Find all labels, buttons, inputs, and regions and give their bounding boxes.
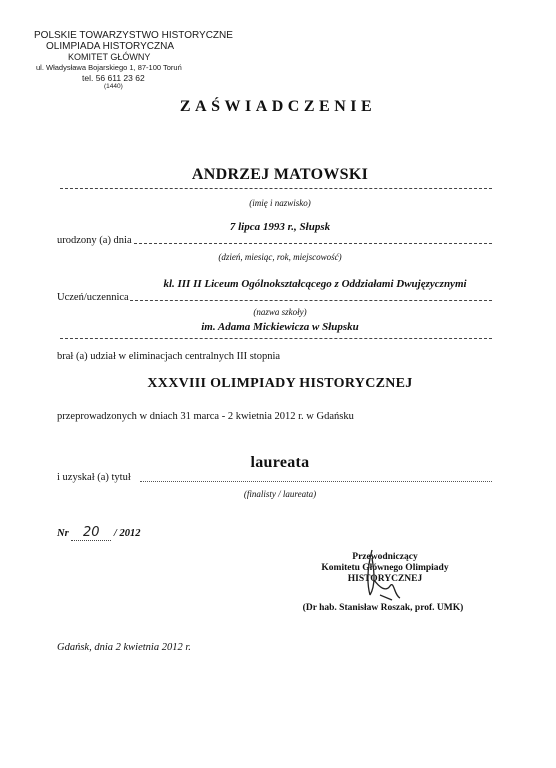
dates-text: przeprowadzonych w dniach 31 marca - 2 kwietnia 2012 r. w Gdańsku <box>57 411 354 422</box>
document-title: ZAŚWIADCZENIE <box>179 98 377 115</box>
birth-label: urodzony (a) dnia <box>57 235 132 246</box>
number-prefix: Nr <box>57 528 69 539</box>
participation-text: brał (a) udział w eliminacjach centralnych III stopnia <box>57 351 281 362</box>
name-line <box>60 188 492 189</box>
stamp-code: (1440) <box>104 83 123 90</box>
handwritten-signature <box>350 540 410 610</box>
person-name: ANDRZEJ MATOWSKI <box>191 166 369 183</box>
number-value: 20 <box>71 525 111 541</box>
signature-title-2: Komitetu Głównego Olimpiady <box>321 563 449 573</box>
stamp-olympiad: OLIMPIADA HISTORYCZNA <box>46 41 174 52</box>
name-hint: (imię i nazwisko) <box>249 198 311 208</box>
award-line <box>140 481 492 482</box>
signatory-name: (Dr hab. Stanisław Roszak, prof. UMK) <box>302 603 464 613</box>
school-patron: im. Adama Mickiewicza w Słupsku <box>201 321 359 333</box>
stamp-phone: tel. 56 611 23 62 <box>82 73 145 83</box>
birth-line <box>134 243 492 244</box>
stamp-committee: KOMITET GŁÓWNY <box>68 52 151 62</box>
school-line <box>130 300 492 301</box>
birth-value: 7 lipca 1993 r., Słupsk <box>229 221 331 233</box>
award-hint: (finalisty / laureata) <box>243 489 317 499</box>
olympiad-name: XXXVIII OLIMPIADY HISTORYCZNEJ <box>147 376 413 391</box>
award-label: i uzyskał (a) tytuł <box>57 472 131 483</box>
stamp-address: ul. Władysława Bojarskiego 1, 87-100 Toruń <box>36 63 182 72</box>
place-date: Gdańsk, dnia 2 kwietnia 2012 r. <box>57 642 191 653</box>
school-patron-line <box>60 338 492 339</box>
student-label: Uczeń/uczennica <box>57 292 129 303</box>
signature-title-1: Przewodniczący <box>352 552 418 562</box>
award-value: laureata <box>250 454 310 471</box>
stamp-society: POLSKIE TOWARZYSTWO HISTORYCZNE <box>34 30 233 41</box>
school-hint: (nazwa szkoły) <box>253 307 307 317</box>
signature-title-3: HISTORYCZNEJ <box>347 574 423 584</box>
school-name: kl. III II Liceum Ogólnokształcącego z Oddziałami Dwujęzycznymi <box>163 278 467 290</box>
number-suffix: / 2012 <box>113 528 141 539</box>
birth-hint: (dzień, miesiąc, rok, miejscowość) <box>218 252 342 262</box>
document-number <box>57 525 140 541</box>
